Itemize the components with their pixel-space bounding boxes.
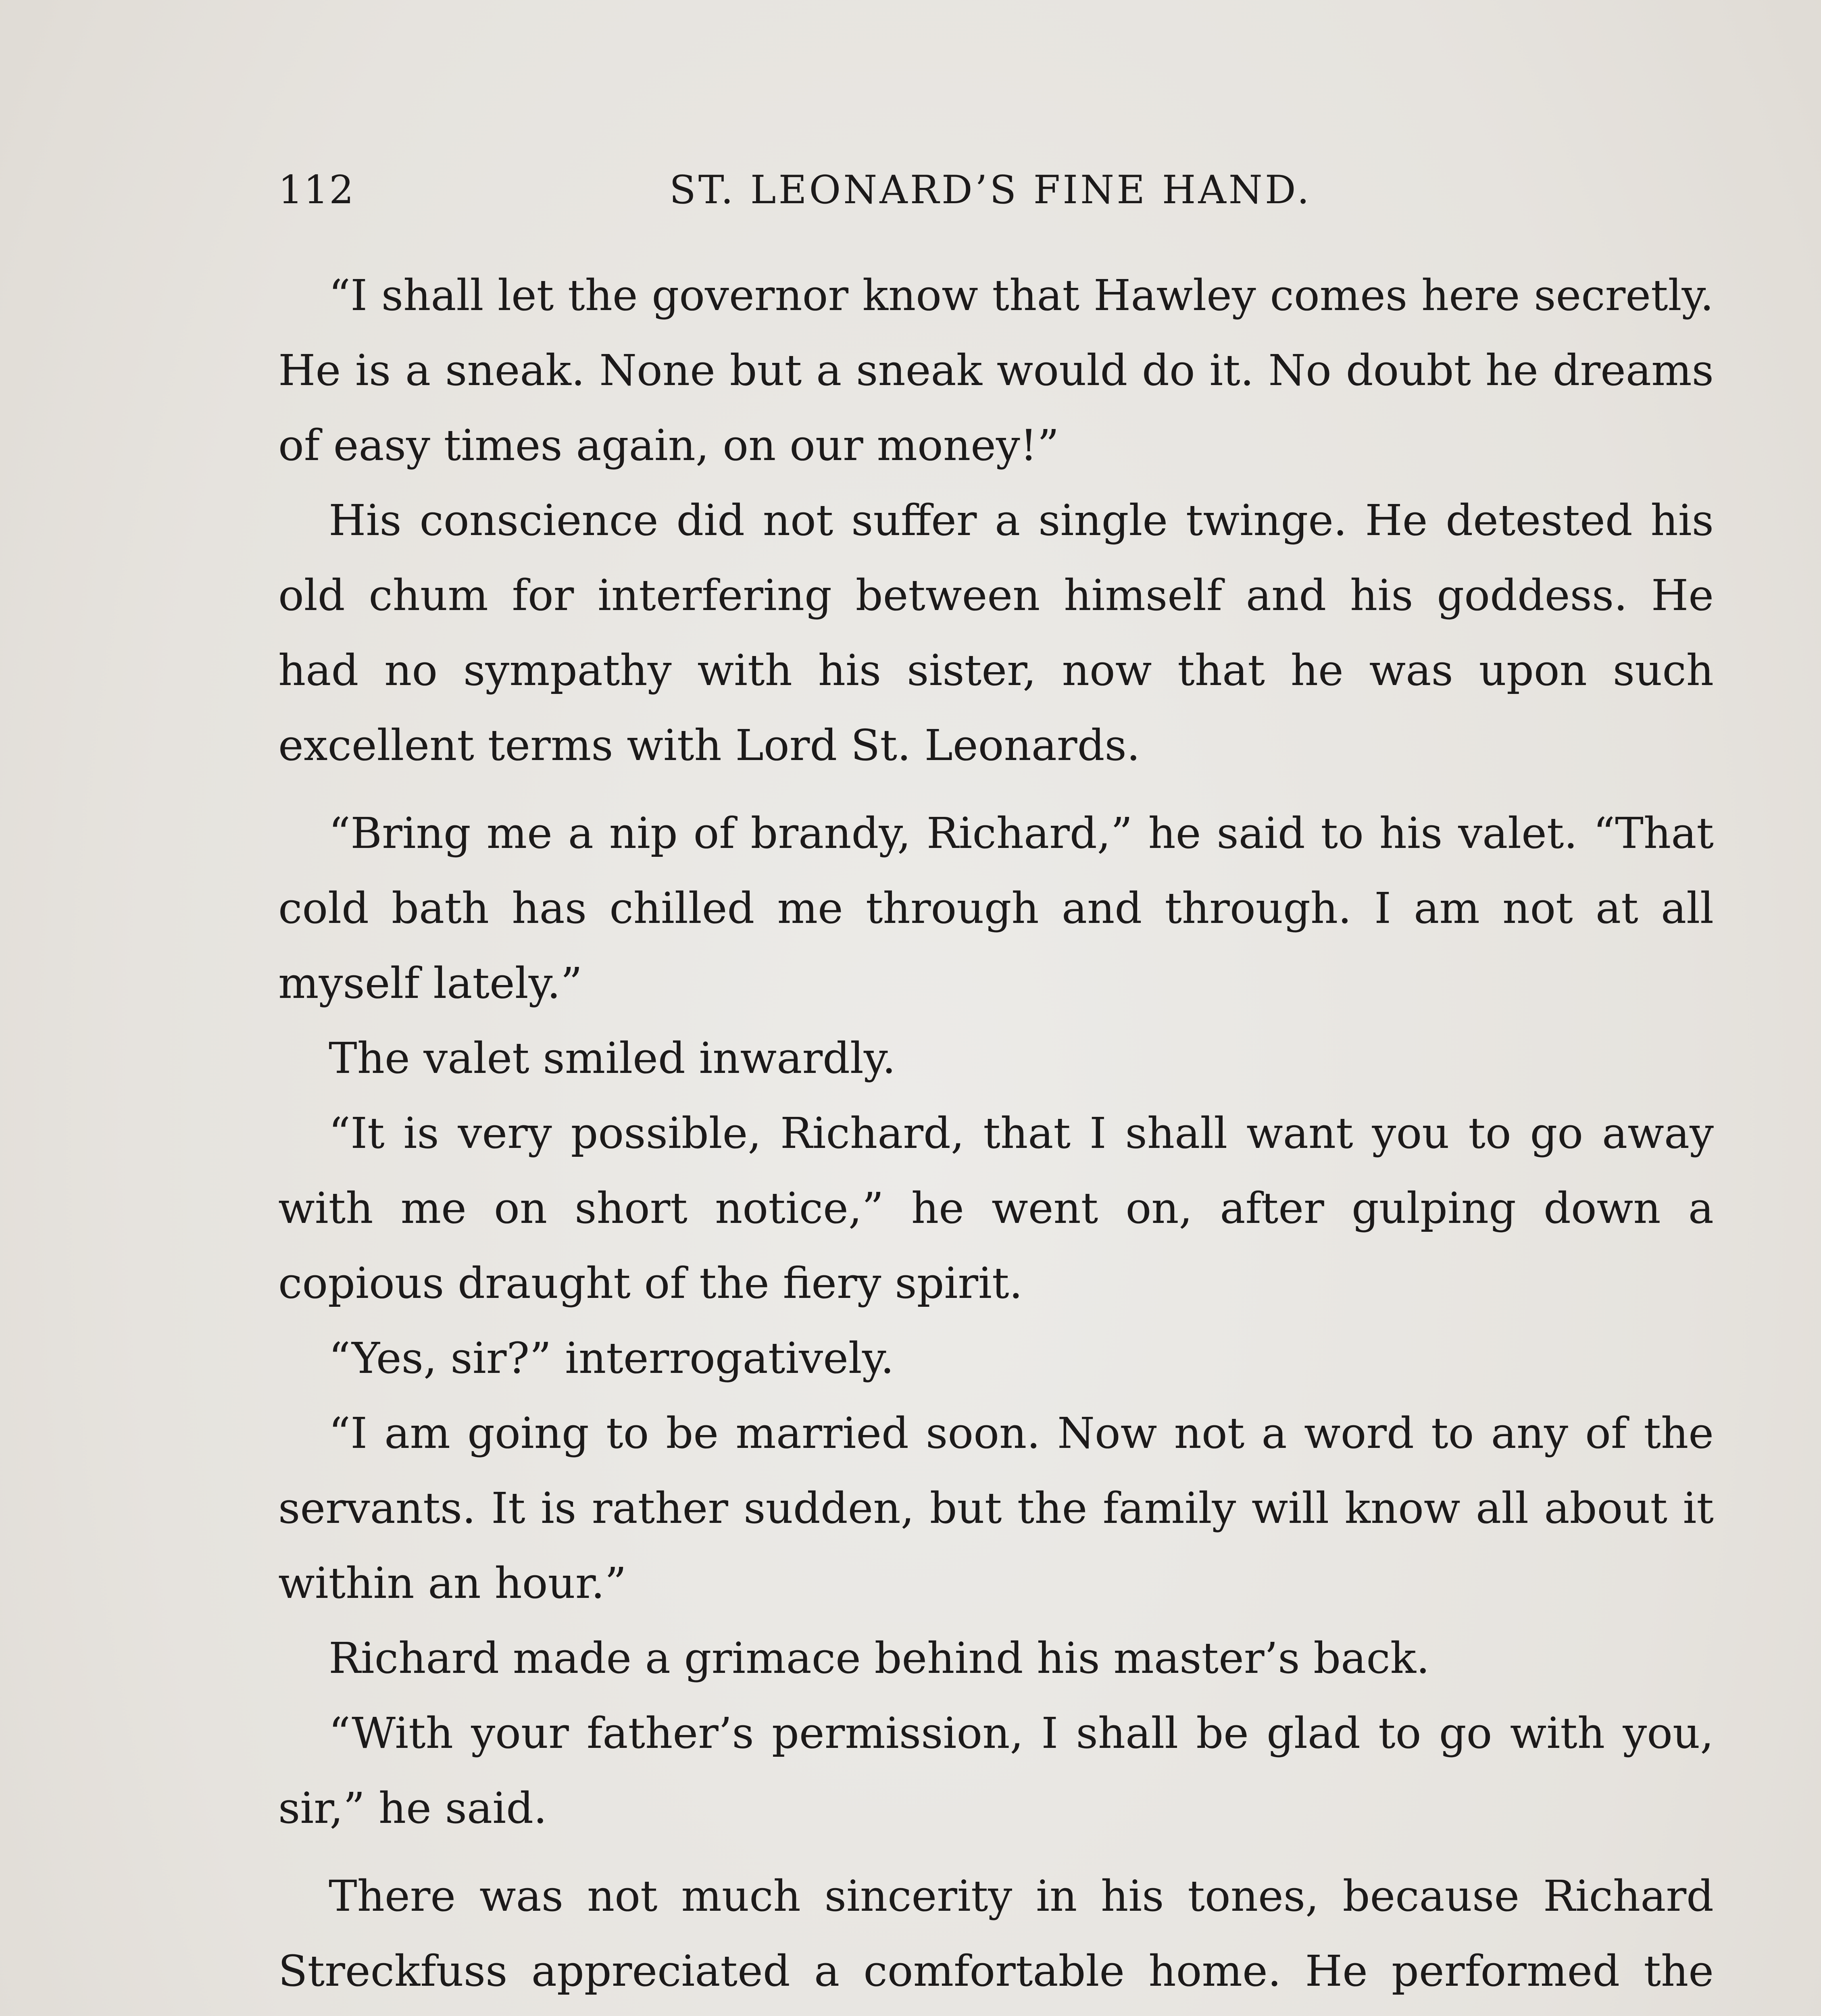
- running-head: ST. LEONARD’S FINE HAND.: [669, 167, 1312, 212]
- paragraph: “I am going to be married soon. Now not a word to any of the servants. It is rather sudden, but the family will know all about it within an hour.”: [278, 1408, 1714, 1608]
- paragraph: “With your father’s permission, I shall be glad to go with you, sir,” he said.: [278, 1708, 1714, 1833]
- page-header: [278, 167, 1714, 228]
- page-number: 112: [278, 167, 355, 212]
- paragraph: “Yes, sir?” interrogatively.: [329, 1333, 894, 1383]
- paragraph: “Bring me a nip of brandy, Richard,” he said to his valet. “That cold bath has chilled me through and through. I am not at all myself lately.”: [278, 808, 1714, 1008]
- paragraph: His conscience did not suffer a single twinge. He detested his old chum for interfering between himself and his goddess. He had no sympathy with his sister, now that he was upon such excellent terms with Lord St. Leonards.: [278, 496, 1714, 770]
- paragraph: There was not much sincerity in his tones, because Richard Streckfuss appreciated a comfortable home. He performed the: [278, 1871, 1714, 1996]
- paragraph: “It is very possible, Richard, that I shall want you to go away with me on short notice,” he went on, after gulping down a copious draught of the fiery spirit.: [278, 1108, 1714, 1308]
- paragraph: The valet smiled inwardly.: [329, 1033, 896, 1083]
- paragraph: “I shall let the governor know that Hawley comes here secretly. He is a sneak. None but a sneak would do it. No doubt he dreams of easy times again, on our money!”: [278, 271, 1714, 470]
- body-text: [278, 258, 1714, 2016]
- paragraph: Richard made a grimace behind his master’s back.: [329, 1633, 1430, 1683]
